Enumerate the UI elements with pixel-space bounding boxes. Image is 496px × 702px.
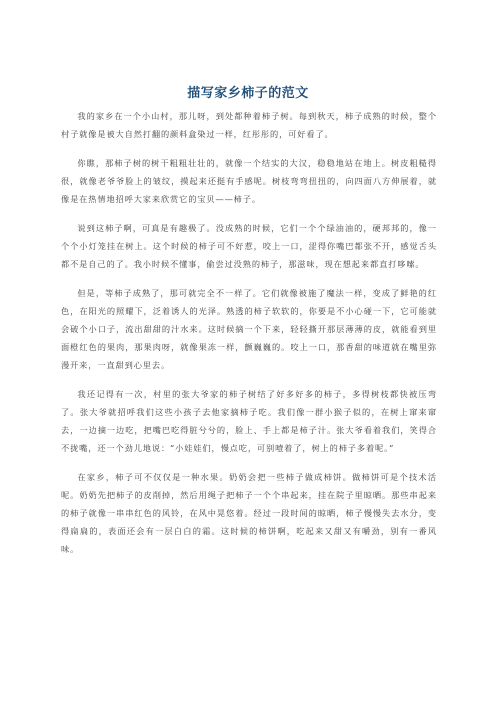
paragraph-1: 我的家乡在一个小山村，那儿呀，到处都种着柿子树。每到秋天，柿子成熟的时候，整个村子就像是被大自然打翻的颜料盒染过一样，红彤彤的，可好看了。 bbox=[61, 111, 437, 139]
paragraph-3: 说到这柿子啊，可真是有趣极了。没成熟的时候，它们一个个绿油油的，硬邦邦的，像一个个小灯笼挂在树上。这个时候的柿子可不好惹，咬上一口，涩得你嘴巴都张不开，感觉舌头都不是自己的了。我小时候不懂事，偷尝过没熟的柿子，那滋味，现在想起来都直打哆嗦。 bbox=[61, 223, 437, 269]
paragraph-5: 我还记得有一次，村里的张大爷家的柿子树结了好多好多的柿子，多得树枝都快被压弯了。张大爷就招呼我们这些小孩子去他家摘柿子吃。我们像一群小猴子似的，在树上窜来窜去，一边摘一边吃，把嘴巴吃得脏兮兮的，脸上、手上都是柿子汁。张大爷看着我们，笑得合不拢嘴，还一个劲儿地说：“小娃娃们，慢点吃，可别噎着了，树上的柿子多着呢。” bbox=[61, 389, 437, 453]
document-title: 描写家乡柿子的范文 bbox=[187, 86, 309, 101]
paragraph-6: 在家乡，柿子可不仅仅是一种水果。奶奶会把一些柿子做成柿饼。做柿饼可是个技术活呢。奶奶先把柿子的皮削掉，然后用绳子把柿子一个个串起来，挂在院子里晾晒。那些串起来的柿子就像一串串红色的风铃，在风中晃悠着。经过一段时间的晾晒，柿子慢慢失去水分，变得扁扁的，表面还会有一层白白的霜。这时候的柿饼啊，吃起来又甜又有嚼劲，别有一番风味。 bbox=[61, 472, 437, 554]
paragraph-4: 但是，等柿子成熟了，那可就完全不一样了。它们就像被施了魔法一样，变成了鲜艳的红色，在阳光的照耀下，泛着诱人的光泽。熟透的柿子软软的，你要是不小心碰一下，它可能就会破个小口子，流出甜甜的汁水来。这时候摘一个下来，轻轻撕开那层薄薄的皮，就能看到里面橙红色的果肉，那果肉呀，就像果冻一样，颤巍巍的。咬上一口，那香甜的味道就在嘴里弥漫开来，一直甜到心里去。 bbox=[61, 288, 437, 370]
paragraph-2: 你瞧，那柿子树的树干粗粗壮壮的，就像一个结实的大汉，稳稳地站在地上。树皮粗糙得很，就像老爷爷脸上的皱纹，摸起来还挺有手感呢。树枝弯弯扭扭的，向四面八方伸展着，就像是在热情地招呼大家来欣赏它的宝贝——柿子。 bbox=[61, 158, 437, 204]
document-body bbox=[61, 107, 437, 569]
